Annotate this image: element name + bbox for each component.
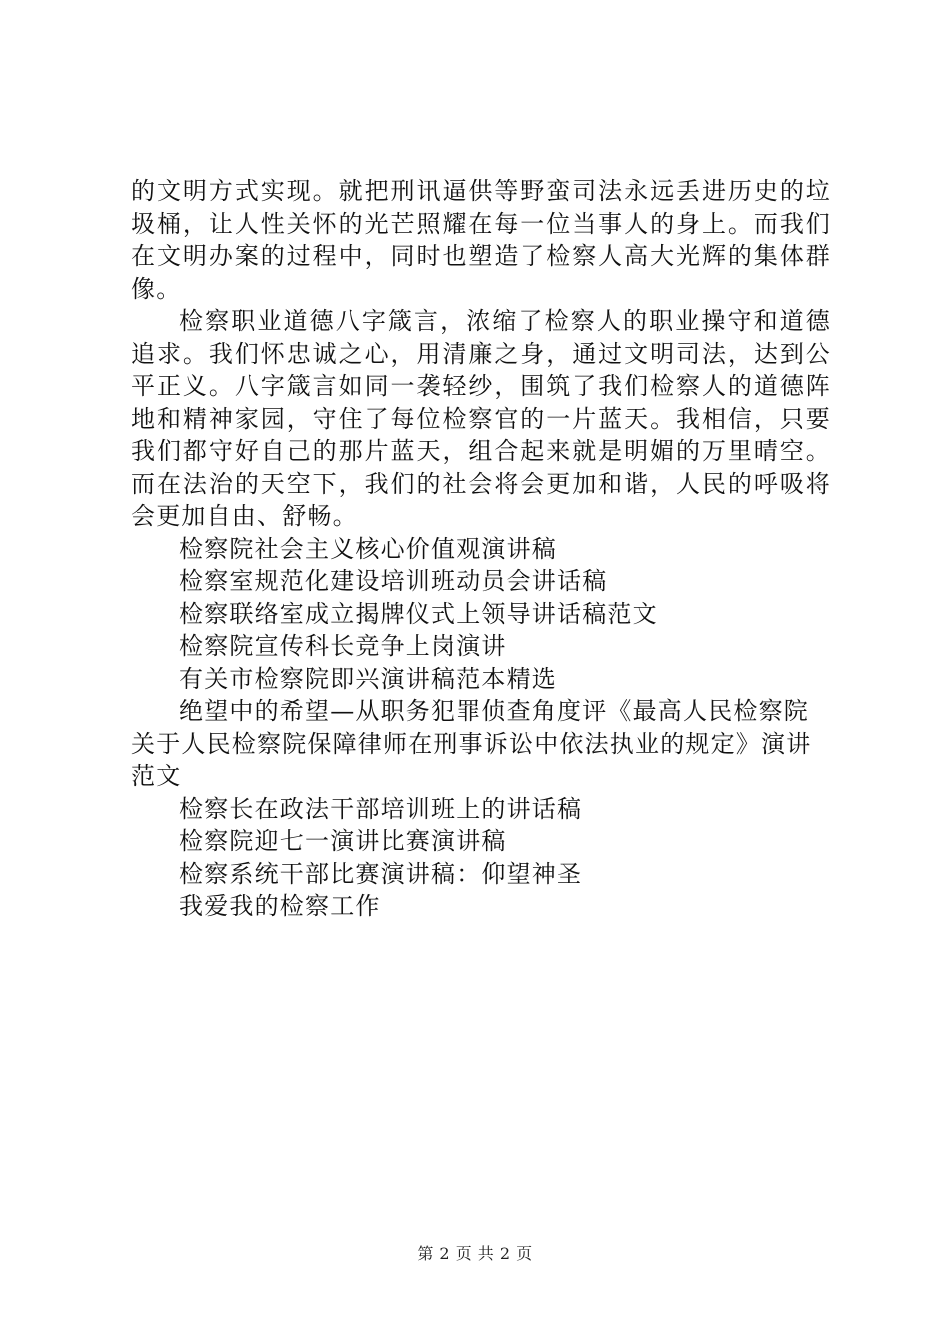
related-title: 检察院社会主义核心价值观演讲稿 bbox=[179, 534, 557, 563]
related-title: 检察室规范化建设培训班动员会讲话稿 bbox=[179, 567, 608, 595]
related-titles-list bbox=[131, 533, 831, 923]
related-title: 检察长在政法干部培训班上的讲话稿 bbox=[179, 794, 583, 823]
related-title: 检察系统干部比赛演讲稿：仰望神圣 bbox=[179, 859, 583, 888]
related-title: 绝望中的希望—从职务犯罪侦查角度评《最高人民检察院关于人民检察院保障律师在刑事诉讼中依法执业的规定》演讲范文 bbox=[131, 697, 812, 790]
related-title: 有关市检察院即兴演讲稿范本精选 bbox=[179, 664, 557, 693]
related-title: 检察院迎七一演讲比赛演讲稿 bbox=[179, 827, 507, 855]
related-title: 我爱我的检察工作 bbox=[179, 892, 381, 920]
body-paragraph: 检察职业道德八字箴言，浓缩了检察人的职业操守和道德追求。我们怀忠诚之心，用清廉之身，通过文明司法，达到公平正义。八字箴言如同一袭轻纱，围筑了我们检察人的道德阵地和精神家园，守住了每位检察官的一片蓝天。我相信，只要我们都守好自己的那片蓝天，组合起来就是明媚的万里晴空。而在法治的天空下，我们的社会将会更加和谐，人民的呼吸将会更加自由、舒畅。 bbox=[131, 307, 831, 530]
page-footer: 第 2 页 共 2 页 bbox=[417, 1244, 533, 1263]
document-body bbox=[131, 175, 831, 923]
related-title: 检察联络室成立揭牌仪式上领导讲话稿范文 bbox=[179, 599, 658, 628]
body-paragraph-continuation: 的文明方式实现。就把刑讯逼供等野蛮司法永远丢进历史的垃圾桶，让人性关怀的光芒照耀在每一位当事人的身上。而我们在文明办案的过程中，同时也塑造了检察人高大光辉的集体群像。 bbox=[131, 177, 831, 303]
related-title: 检察院宣传科长竞争上岗演讲 bbox=[179, 632, 507, 660]
